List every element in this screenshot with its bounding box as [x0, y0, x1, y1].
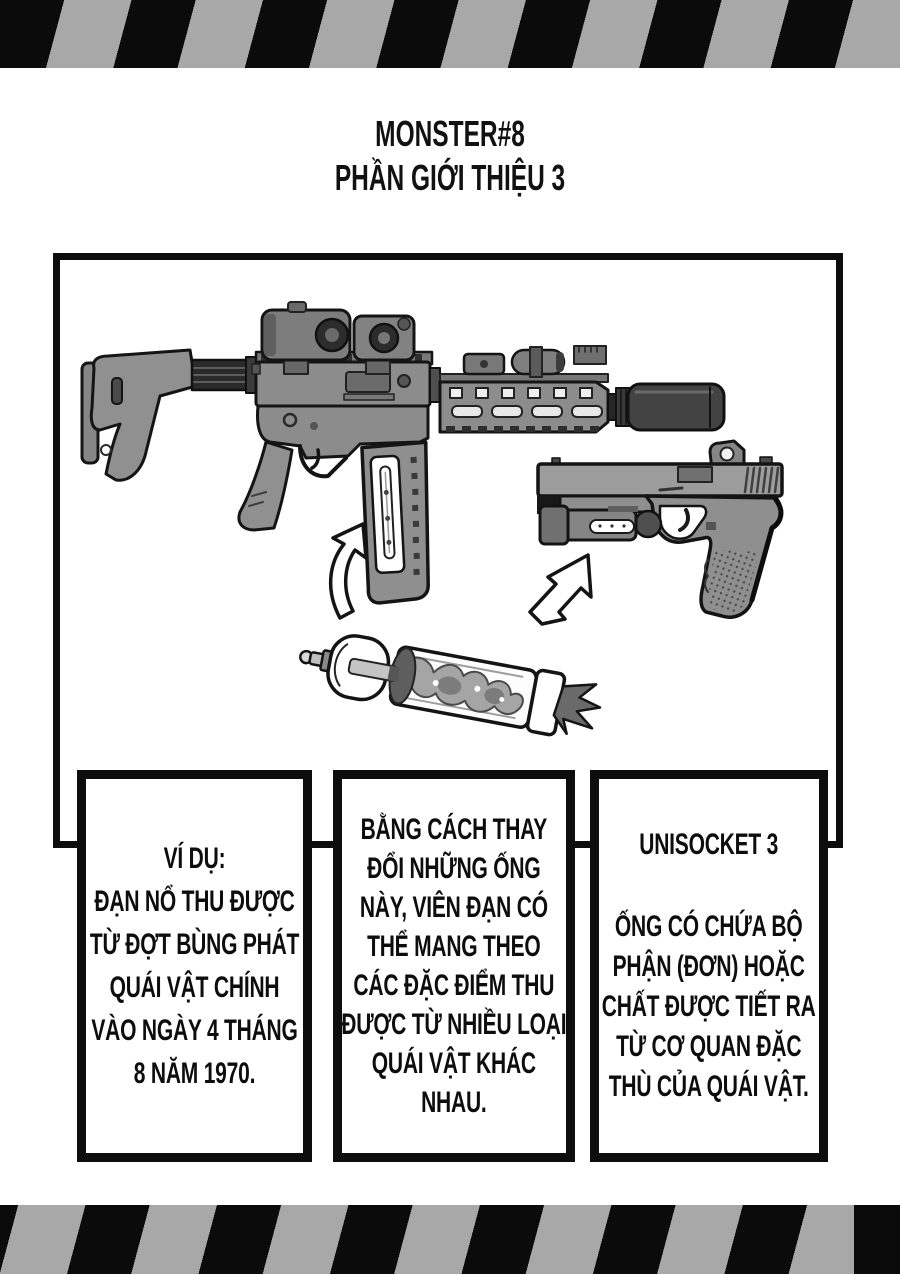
caption-line: ĐƯỢC TỪ NHIỀU LOẠI	[341, 1008, 567, 1041]
caption-line: QUÁI VẬT CHÍNH	[109, 971, 280, 1004]
caption-text	[602, 825, 816, 1107]
caption-line: ĐỔI NHỮNG ỐNG	[367, 852, 541, 885]
caption-line: QUÁI VẬT KHÁC	[371, 1047, 537, 1080]
caption-box-example	[77, 770, 312, 1162]
caption-text	[341, 810, 566, 1122]
caption-line: ỐNG CÓ CHỨA BỘ	[615, 910, 803, 943]
curved-up-arrow-icon	[331, 524, 366, 618]
title-line-1: MONSTER#8	[375, 113, 525, 154]
unisocket-title: UNISOCKET 3	[639, 828, 779, 861]
caption-line: ĐẠN NỔ THU ĐƯỢC	[94, 885, 295, 918]
caption-text	[90, 837, 299, 1095]
caption-line: CÁC ĐẶC ĐIỂM THU	[353, 969, 555, 1002]
caption-line: NÀY, VIÊN ĐẠN CÓ	[360, 891, 549, 924]
caption-line: VÍ DỤ:	[163, 842, 226, 875]
caption-line: VÀO NGÀY 4 THÁNG	[91, 1014, 298, 1047]
hazard-stripes-top	[0, 0, 900, 68]
monster-capsule-illustration	[295, 626, 605, 742]
caption-line: PHẬN (ĐƠN) HOẶC	[612, 950, 806, 983]
caption-line: CHẤT ĐƯỢC TIẾT RA	[602, 990, 816, 1023]
page-title	[0, 112, 900, 200]
hazard-stripes-bottom	[0, 1205, 900, 1274]
caption-box-swap-tubes	[333, 770, 575, 1162]
caption-line: TỪ ĐỢT BÙNG PHÁT	[89, 928, 300, 961]
caption-line: BẰNG CÁCH THAY	[360, 813, 548, 846]
assault-rifle-illustration	[82, 302, 724, 603]
caption-line: 8 NĂM 1970.	[133, 1057, 256, 1090]
caption-line: THÙ CỦA QUÁI VẬT.	[609, 1070, 809, 1103]
caption-line: THỂ MANG THEO	[367, 930, 541, 963]
title-line-2: PHẦN GIỚI THIỆU 3	[334, 157, 566, 198]
spacer	[602, 865, 816, 907]
weapons-illustration	[60, 260, 836, 841]
bent-up-arrow-icon	[530, 555, 591, 624]
caption-line: TỪ CƠ QUAN ĐẶC	[616, 1030, 802, 1063]
caption-line: NHAU.	[421, 1086, 487, 1119]
caption-box-unisocket	[590, 770, 828, 1162]
